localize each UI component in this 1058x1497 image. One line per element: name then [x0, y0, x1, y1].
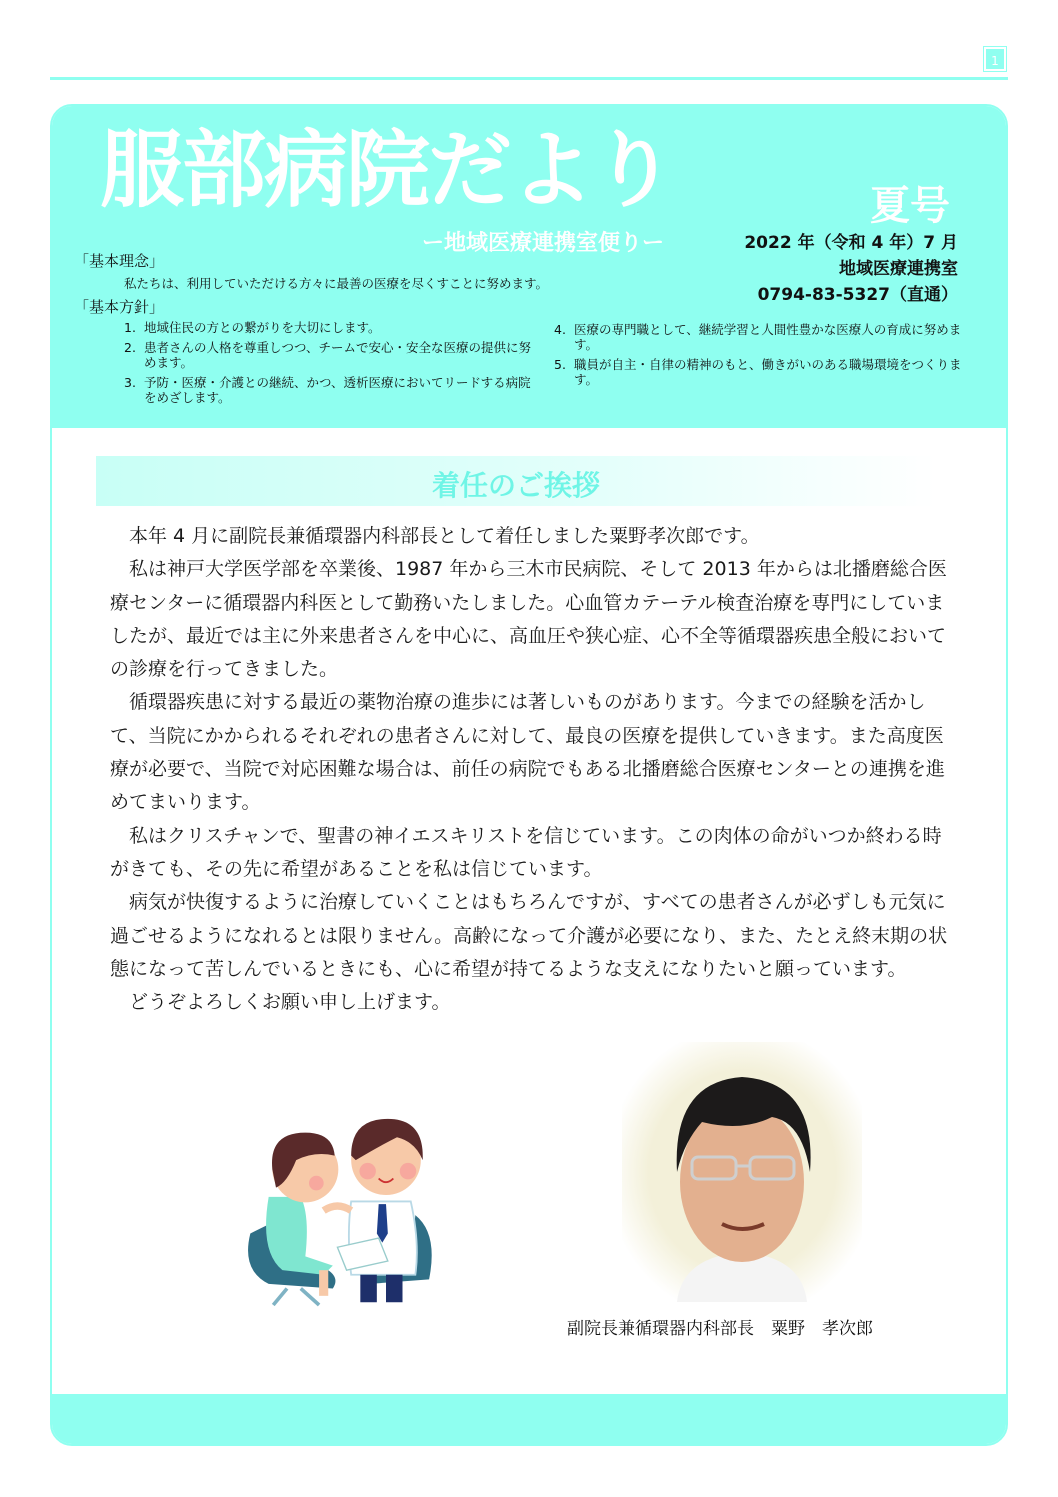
philosophy-heading: 「基本理念」: [74, 252, 165, 270]
policy-item: 4. 医療の専門職として、継続学習と人間性豊かな医療人の育成に努めます。: [554, 322, 962, 352]
policy-list-right: [554, 322, 964, 392]
phone-number: 0794-83-5327（直通）: [757, 285, 958, 305]
greeting-title: 着任のご挨拶: [431, 469, 600, 502]
article-paragraph: 私はクリスチャンで、聖書の神イエスキリストを信じています。この肉体の命がいつか終わる時がきても、その先に希望があることを私は信じています。: [110, 824, 942, 880]
policy-list-left: [124, 320, 534, 410]
policy-item: 3. 予防・医療・介護との継続、かつ、透析医療においてリードする病院をめざします。: [124, 375, 531, 405]
article-paragraph: どうぞよろしくお願い申し上げます。: [129, 991, 451, 1014]
doctor-patient-illustration: [232, 1096, 452, 1316]
page-number: 1: [984, 47, 1006, 71]
article-paragraph: 本年 4 月に副院長兼循環器内科部長として着任しました粟野孝次郎です。: [129, 525, 760, 547]
portrait-caption: 副院長兼循環器内科部長 粟野 孝次郎: [567, 1319, 873, 1339]
issue-meta: [744, 230, 958, 308]
greeting-article: [110, 520, 956, 1019]
philosophy-text: 私たちは、利用していただける方々に最善の医療を尽くすことに努めます。: [124, 276, 549, 291]
season-label: 夏号: [870, 183, 950, 229]
doctor-portrait-photo: [622, 1042, 862, 1302]
greeting-banner: [96, 456, 936, 506]
article-paragraph: 病気が快復するように治療していくことはもちろんですが、すべての患者さんが必ずしも元気に過ごせるようになれるとは限りません。高齢になって介護が必要になり、また、たとえ終末期の状態になって苦しんでいるときにも、心に希望が持てるような支えになりたいと願っています。: [110, 891, 948, 980]
newsletter-title: 服部病院だより: [100, 121, 675, 219]
policy-item: 5. 職員が自主・自律の精神のもと、働きがいのある職場環境をつくります。: [554, 357, 962, 387]
issue-date: 2022 年（令和 4 年）7 月: [744, 233, 958, 253]
newsletter-subtitle: ー地域医療連携室便りー: [422, 231, 665, 256]
newsletter-frame: [50, 104, 1008, 1446]
person-photo-icon: [622, 1042, 862, 1302]
article-paragraph: 私は神戸大学医学部を卒業後、1987 年から三木市民病院、そして 2013 年からは北播磨総合医療センターに循環器内科医として勤務いたしました。心血管カテーテル検査治療を専門にしていましたが、最近では主に外来患者さんを中心に、高血圧や狭心症、心不全等循環器疾患全般においての診療を行ってきました。: [110, 558, 947, 681]
top-divider: [50, 77, 1008, 80]
footer-band: [52, 1394, 1006, 1444]
policy-heading: 「基本方針」: [74, 298, 165, 316]
department-name: 地域医療連携室: [839, 259, 958, 279]
policy-item: 2. 患者さんの人格を尊重しつつ、チームで安心・安全な医療の提供に努めます。: [124, 340, 532, 370]
article-paragraph: 循環器疾患に対する最近の薬物治療の進歩には著しいものがあります。今までの経験を活かして、当院にかかられるそれぞれの患者さんに対して、最良の医療を提供していきます。また高度医療が必要で、当院で対応困難な場合は、前任の病院でもある北播磨総合医療センターとの連携を進めてまいります。: [110, 691, 945, 814]
policy-item: 1. 地域住民の方との繋がりを大切にします。: [124, 320, 381, 335]
header-panel: [52, 106, 1006, 428]
